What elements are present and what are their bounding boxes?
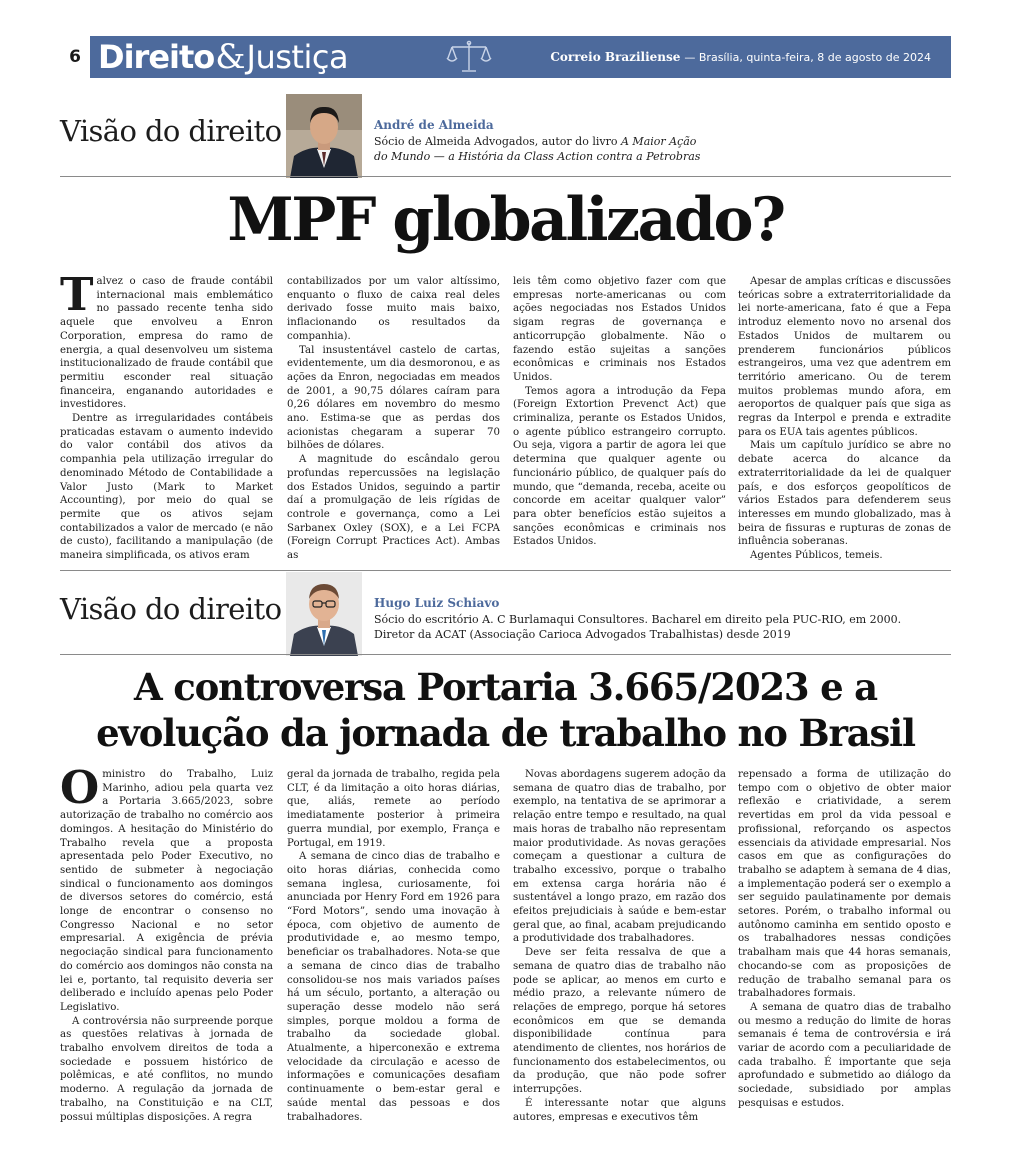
article1-column-3 [513, 275, 726, 551]
article1-paragraph: Tal insustentável castelo de cartas, evidentemente, um dia desmoronou, e as ações da Enron, negociadas em meados de 2001, a 90,75 dólares caíram para 0,26 dólares em novembro do mesmo ano. Estima-se que as perdas dos acionistas chegaram a superar 70 bilhões de dólares. [287, 344, 500, 452]
article2-paragraph: geral da jornada de trabalho, regida pela CLT, é da limitação a oito horas diárias, que, aliás, remete ao período imediatamente posterior à primeira guerra mundial, por exemplo, França e Portugal, em 1919. [287, 769, 500, 849]
article1-paragraph: Agentes Públicos, temeis. [750, 550, 883, 562]
article1-paragraph: Dentre as irregularidades contábeis praticadas estavam o aumento indevido do valor contábil dos ativos da companhia pela utilização irregular do denominado Método de Contabilidade a Valor Justo (Mark to Market Accounting), por meio do qual se permite que os ativos sejam contabilizados a valor de mercado (e não de custo), facilitando a manipulação (de maneira simplificada, os ativos eram [60, 413, 273, 562]
section-title-part1: Direito [98, 38, 215, 76]
article1-paragraph: Temos agora a introdução da Fepa (Foreign Extortion Prevenct Act) que criminaliza, perante os Estados Unidos, o agente público estrangeiro corrupto. Ou seja, vigora a partir de agora lei que determina que qualquer agente ou funcionário público, de qualquer país do mundo, que “demanda, receba, aceite ou concorde em aceitar qualquer valor” para obter benefícios estão sujeitos a sanções econômicas e criminais nos Estados Unidos. [513, 385, 726, 548]
publication-name: Correio Braziliense [550, 50, 681, 64]
article2-paragraph: A semana de quatro dias de trabalho ou mesmo a redução do limite de horas semanais é tema de controvérsia e irá variar de acordo com a peculiaridade de cada trabalho. É importante que seja aprofundado e submetido ao diálogo da sociedade, subsidiado por amplas pesquisas e estudos. [738, 1001, 951, 1109]
article2-author-bio [374, 612, 934, 642]
section-title-part2: Justiça [246, 38, 349, 76]
article1-column-2 [287, 275, 500, 562]
author-portrait-icon [286, 94, 362, 178]
article2-paragraph: ministro do Trabalho, Luiz Marinho, adiou pela quarta vez a Portaria 3.665/2023, sobre autorização de trabalho no comércio aos domingos. A hesitação do Ministério do Trabalho revela que a proposta apresentada pelo Poder Executivo, no sentido de submeter à negociação sindical o funcionamento aos domingos de diversos setores do comércio, está longe de encontrar o consenso no Congresso Nacional e no setor empresarial. A exigência de prévia negociação sindical para funcionamento do comércio aos domingos não consta na lei e, portanto, tal requisito deveria ser deliberado e incluído apenas pelo Poder Legislativo. [60, 769, 273, 1013]
author-bio-line: Sócio do escritório A. C Burlamaqui Consultores. Bacharel em direito pela PUC-RIO, em 2000. [374, 613, 902, 626]
article1-paragraph: A magnitude do escândalo gerou profundas repercussões na legislação dos Estados Unidos, seguindo a partir daí a promulgação de leis rígidas de controle e governança, como a Lei Sarbanex Oxley (SOX), e a Lei FCPA (Foreign Corrupt Practices Act). Ambas as [287, 454, 500, 562]
dateline-text: — Brasília, quinta-feira, 8 de agosto de 2024 [684, 50, 931, 64]
article1-column-1 [60, 268, 273, 562]
article2-top-divider [60, 570, 951, 571]
author-bio-line: Diretor da ACAT (Associação Carioca Advogados Trabalhistas) desde 2019 [374, 628, 791, 641]
article2-author-photo [286, 572, 362, 656]
article1-kicker: Visão do direito [60, 114, 282, 148]
article2-paragraph: A controvérsia não surpreende porque as questões relativas à jornada de trabalho envolvem direitos de toda a sociedade e possuem histórico de polêmicas, e até conflitos, no mundo moderno. A regulação da jornada de trabalho, na Constituição e na CLT, possui múltiplas disposições. A regra [60, 1015, 273, 1123]
article2-author-name: Hugo Luiz Schiavo [374, 596, 500, 610]
article1-paragraph: Mais um capítulo jurídico se abre no debate acerca do alcance da extraterritorialidade da lei de qualquer país, e dos esforços geopolíticos de vários Estados para defenderem seus interesses em mundo globalizado, mas à beira de fissuras e rupturas de zonas de influência soberanas. [738, 440, 951, 548]
article1-paragraph: Apesar de amplas críticas e discussões teóricas sobre a extraterritorialidade da lei norte-americana, fato é que a Fepa introduz elemento novo no arsenal dos Estados Unidos de multarem ou prenderem funcionários públicos estrangeiros, uma vez que adentrem em território americano. Ou de terem muitos problemas mundo afora, em aeroportos de qualquer país que siga as regras da Interpol e prenda e extradite para os EUA tais agentes públicos. [738, 276, 951, 438]
article2-dropcap: O [60, 761, 100, 814]
scales-of-justice-icon [446, 40, 492, 74]
article2-column-3 [513, 768, 726, 1124]
publication-dateline [550, 36, 931, 78]
article1-author-photo [286, 94, 362, 178]
section-title [98, 36, 348, 78]
article1-author-name: André de Almeida [374, 118, 494, 132]
article2-headline [60, 664, 951, 756]
article2-paragraph: repensado a forma de utilização do tempo com o objetivo de obter maior reflexão e criatividade, a serem revertidas em prol da vida pessoal e profissional, reforçando os aspectos essenciais da atividade empresarial. Nos casos em que as configurações do trabalho se adaptem à semana de 4 dias, a implementação poderá ser o exemplo a ser seguido paulatinamente por demais setores. Porém, o trabalho informal ou autônomo caminha em sentido oposto e os trabalhadores nessas condições trabalham mais que 44 horas semanais, chocando-se com as proposições de redução de trabalho semanal para os trabalhadores formais. [738, 769, 951, 1000]
article1-paragraph: contabilizados por um valor altíssimo, enquanto o fluxo de caixa real deles derivado fosse muito mais baixo, inflacionando os resultados da companhia). [287, 276, 500, 342]
article2-column-2 [287, 768, 500, 1124]
article2-column-4 [738, 768, 951, 1124]
author-bio-text: Sócio de Almeida Advogados, autor do livro [374, 135, 621, 148]
page-number: 6 [60, 36, 90, 78]
article2-divider [60, 654, 951, 655]
article1-author-bio [374, 134, 704, 164]
article1-headline: MPF globalizado? [227, 185, 784, 255]
article1-paragraph: leis têm como objetivo fazer com que empresas norte-americanas ou com ações negociadas nos Estados Unidos sigam regras de governança e anticorrupção globalmente. Não o fazendo estão sujeitas a sanções econômicas e criminais nos Estados Unidos. [513, 276, 726, 383]
article2-paragraph: Novas abordagens sugerem adoção da semana de quatro dias de trabalho, por exemplo, na tentativa de se aprimorar a relação entre tempo e resultado, na qual mais horas de trabalho não representam maior produtividade. As novas gerações começam a questionar a cultura de trabalho excessivo, porque o trabalho em extensa carga horária não é sustentável a longo prazo, em razão dos efeitos prejudiciais à saúde e bem-estar geral que, ao final, acabam prejudicando a produtividade dos trabalhadores. [513, 769, 726, 945]
author-book-title: A Maior Ação do Mundo — a História da Class Action contra a Petrobras [374, 135, 701, 163]
article1-dropcap: T [60, 268, 94, 321]
article2-paragraph: Deve ser feita ressalva de que a semana de quatro dias de trabalho não pode se aplicar, ao menos em curto e médio prazo, a relevante número de relações de emprego, porque há setores econômicos em que se demanda disponibilidade contínua para atendimento de clientes, nos horários de funcionamento dos estabelecimentos, ou da produção, que não pode sofrer interrupções. [513, 947, 726, 1096]
section-masthead [60, 36, 951, 78]
author-portrait-icon [286, 572, 362, 656]
article1-column-4 [738, 275, 951, 562]
article2-paragraph: É interessante notar que alguns autores, empresas e executivos têm [513, 1097, 726, 1123]
article2-kicker: Visão do direito [60, 592, 282, 626]
headline-line: evolução da jornada de trabalho no Brasil [96, 711, 915, 755]
article1-divider [60, 176, 951, 177]
section-title-ampersand: & [215, 37, 246, 77]
article1-paragraph: alvez o caso de fraude contábil internacional mais emblemático no passado recente tenha sido aquele que envolveu a Enron Corporation, empresa do ramo de energia, a qual desenvolveu um sistema institucionalizado de fraude contábil que permitiu esconder real situação financeira, enganando autoridades e investidores. [60, 276, 273, 411]
article2-paragraph: A semana de cinco dias de trabalho e oito horas diárias, conhecida como semana inglesa, curiosamente, foi anunciada por Henry Ford em 1926 para “Ford Motors”, sendo uma inovação à época, com objetivo de aumento de produtividade e, ao mesmo tempo, beneficiar os trabalhadores. Nota-se que a semana de cinco dias de trabalho consolidou-se nos mais variados países há um século, portanto, a alteração ou superação desse modelo não será simples, porque moldou a forma de trabalho da sociedade global. Atualmente, a hiperconexão e extrema velocidade da circulação e acesso de informações e comunicações desafiam continuamente o bem-estar geral e saúde mental das pessoas e dos trabalhadores. [287, 851, 500, 1123]
headline-line: A controversa Portaria 3.665/2023 e a [134, 665, 877, 709]
article2-column-1 [60, 761, 273, 1124]
